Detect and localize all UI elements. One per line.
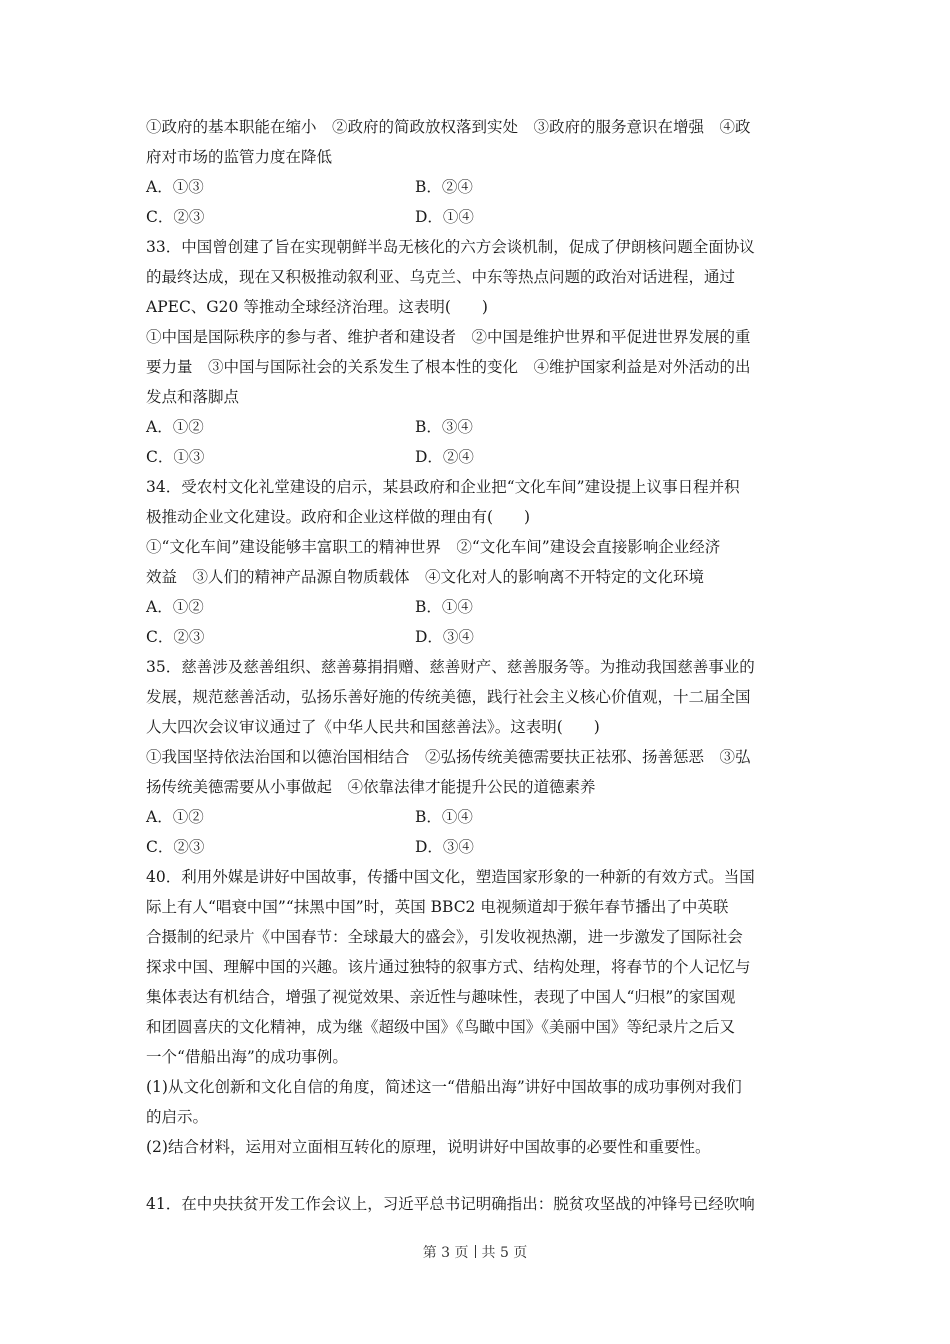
question-35 bbox=[146, 652, 808, 862]
question-33 bbox=[146, 232, 808, 472]
question-stem-line: 发展，规范慈善活动，弘扬乐善好施的传统美德，践行社会主义核心价值观，十二届全国 bbox=[146, 688, 751, 706]
sub-question-1: (1)从文化创新和文化自信的角度，简述这一“借船出海”讲好中国故事的成功事例对我们 bbox=[146, 1078, 742, 1096]
option-c[interactable]: C．①③ bbox=[146, 448, 205, 466]
option-b[interactable]: B．③④ bbox=[415, 418, 473, 436]
option-c[interactable]: C．②③ bbox=[146, 628, 205, 646]
statement-line: 要力量 ③中国与国际社会的关系发生了根本性的变化 ④维护国家利益是对外活动的出 bbox=[146, 358, 751, 376]
statement-line: 府对市场的监管力度在降低 bbox=[146, 148, 333, 166]
options-row bbox=[146, 622, 808, 652]
option-c[interactable]: C．②③ bbox=[146, 208, 205, 226]
question-stem-line: 探求中国、理解中国的兴趣。该片通过独特的叙事方式、结构处理，将春节的个人记忆与 bbox=[146, 958, 751, 976]
option-d[interactable]: D．①④ bbox=[415, 208, 474, 226]
question-stem-line: 33．中国曾创建了旨在实现朝鲜半岛无核化的六方会谈机制，促成了伊朗核问题全面协议 bbox=[146, 238, 755, 256]
sub-question-2: (2)结合材料，运用对立面相互转化的原理，说明讲好中国故事的必要性和重要性。 bbox=[146, 1138, 711, 1156]
question-stem-line: 极推动企业文化建设。政府和企业这样做的理由有( ) bbox=[146, 508, 531, 526]
statement-line: 效益 ③人们的精神产品源自物质载体 ④文化对人的影响离不开特定的文化环境 bbox=[146, 568, 705, 586]
option-b[interactable]: B．②④ bbox=[415, 178, 473, 196]
question-stem-line: 41．在中央扶贫开发工作会议上，习近平总书记明确指出：脱贫攻坚战的冲锋号已经吹响 bbox=[146, 1195, 755, 1213]
question-34 bbox=[146, 472, 808, 652]
page-footer bbox=[0, 1243, 950, 1263]
page-number: 第 3 页 bbox=[422, 1245, 469, 1261]
statement-line: 扬传统美德需要从小事做起 ④依靠法律才能提升公民的道德素养 bbox=[146, 778, 596, 796]
question-stem-line: 40．利用外媒是讲好中国故事，传播中国文化，塑造国家形象的一种新的有效方式。当国 bbox=[146, 868, 755, 886]
question-stem-line: 一个“借船出海”的成功事例。 bbox=[146, 1048, 348, 1066]
sub-question-1: 的启示。 bbox=[146, 1108, 209, 1126]
option-d[interactable]: D．③④ bbox=[415, 628, 474, 646]
question-41 bbox=[146, 1189, 808, 1219]
option-a[interactable]: A．①③ bbox=[146, 178, 204, 196]
option-c[interactable]: C．②③ bbox=[146, 838, 205, 856]
statement-line: ①我国坚持依法治国和以德治国相结合 ②弘扬传统美德需要扶正祛邪、扬善惩恶 ③弘 bbox=[146, 748, 751, 766]
option-b[interactable]: B．①④ bbox=[415, 808, 473, 826]
statement-line: ①政府的基本职能在缩小 ②政府的简政放权落到实处 ③政府的服务意识在增强 ④政 bbox=[146, 118, 751, 136]
footer-divider bbox=[475, 1245, 476, 1258]
question-stem-line: 和团圆喜庆的文化精神，成为继《超级中国》《鸟瞰中国》《美丽中国》等纪录片之后又 bbox=[146, 1018, 736, 1036]
page-total: 共 5 页 bbox=[481, 1245, 528, 1261]
question-stem-line: 35．慈善涉及慈善组织、慈善募捐捐赠、慈善财产、慈善服务等。为推动我国慈善事业的 bbox=[146, 658, 755, 676]
option-b[interactable]: B．①④ bbox=[415, 598, 473, 616]
question-40 bbox=[146, 862, 808, 1162]
option-d[interactable]: D．③④ bbox=[415, 838, 474, 856]
options-row bbox=[146, 442, 808, 472]
question-stem-line: 际上有人“唱衰中国”“抹黑中国”时，英国 BBC2 电视频道却于猴年春节播出了中英联 bbox=[146, 898, 729, 916]
options-row bbox=[146, 592, 808, 622]
spacer bbox=[146, 1162, 808, 1189]
options-row bbox=[146, 802, 808, 832]
options-row bbox=[146, 172, 808, 202]
options-row bbox=[146, 832, 808, 862]
question-stem-line: 集体表达有机结合，增强了视觉效果、亲近性与趣味性，表现了中国人“归根”的家国观 bbox=[146, 988, 736, 1006]
question-stem-line: 合摄制的纪录片《中国春节：全球最大的盛会》，引发收视热潮，进一步激发了国际社会 bbox=[146, 928, 743, 946]
question-stem-line: 人大四次会议审议通过了《中华人民共和国慈善法》。这表明( ) bbox=[146, 718, 600, 736]
document-body bbox=[146, 112, 808, 1219]
statement-line: ①中国是国际秩序的参与者、维护者和建设者 ②中国是维护世界和平促进世界发展的重 bbox=[146, 328, 751, 346]
question-32 bbox=[146, 112, 808, 232]
option-d[interactable]: D．②④ bbox=[415, 448, 474, 466]
option-a[interactable]: A．①② bbox=[146, 598, 204, 616]
question-stem-line: 的最终达成，现在又积极推动叙利亚、乌克兰、中东等热点问题的政治对话进程，通过 bbox=[146, 268, 736, 286]
option-a[interactable]: A．①② bbox=[146, 808, 204, 826]
question-stem-line: 34．受农村文化礼堂建设的启示，某县政府和企业把“文化车间”建设提上议事日程并积 bbox=[146, 478, 740, 496]
options-row bbox=[146, 202, 808, 232]
statement-line: ①“文化车间”建设能够丰富职工的精神世界 ②“文化车间”建设会直接影响企业经济 bbox=[146, 538, 721, 556]
options-row bbox=[146, 412, 808, 442]
question-stem-line: APEC、G20 等推动全球经济治理。这表明( ) bbox=[146, 298, 488, 316]
option-a[interactable]: A．①② bbox=[146, 418, 204, 436]
statement-line: 发点和落脚点 bbox=[146, 388, 240, 406]
